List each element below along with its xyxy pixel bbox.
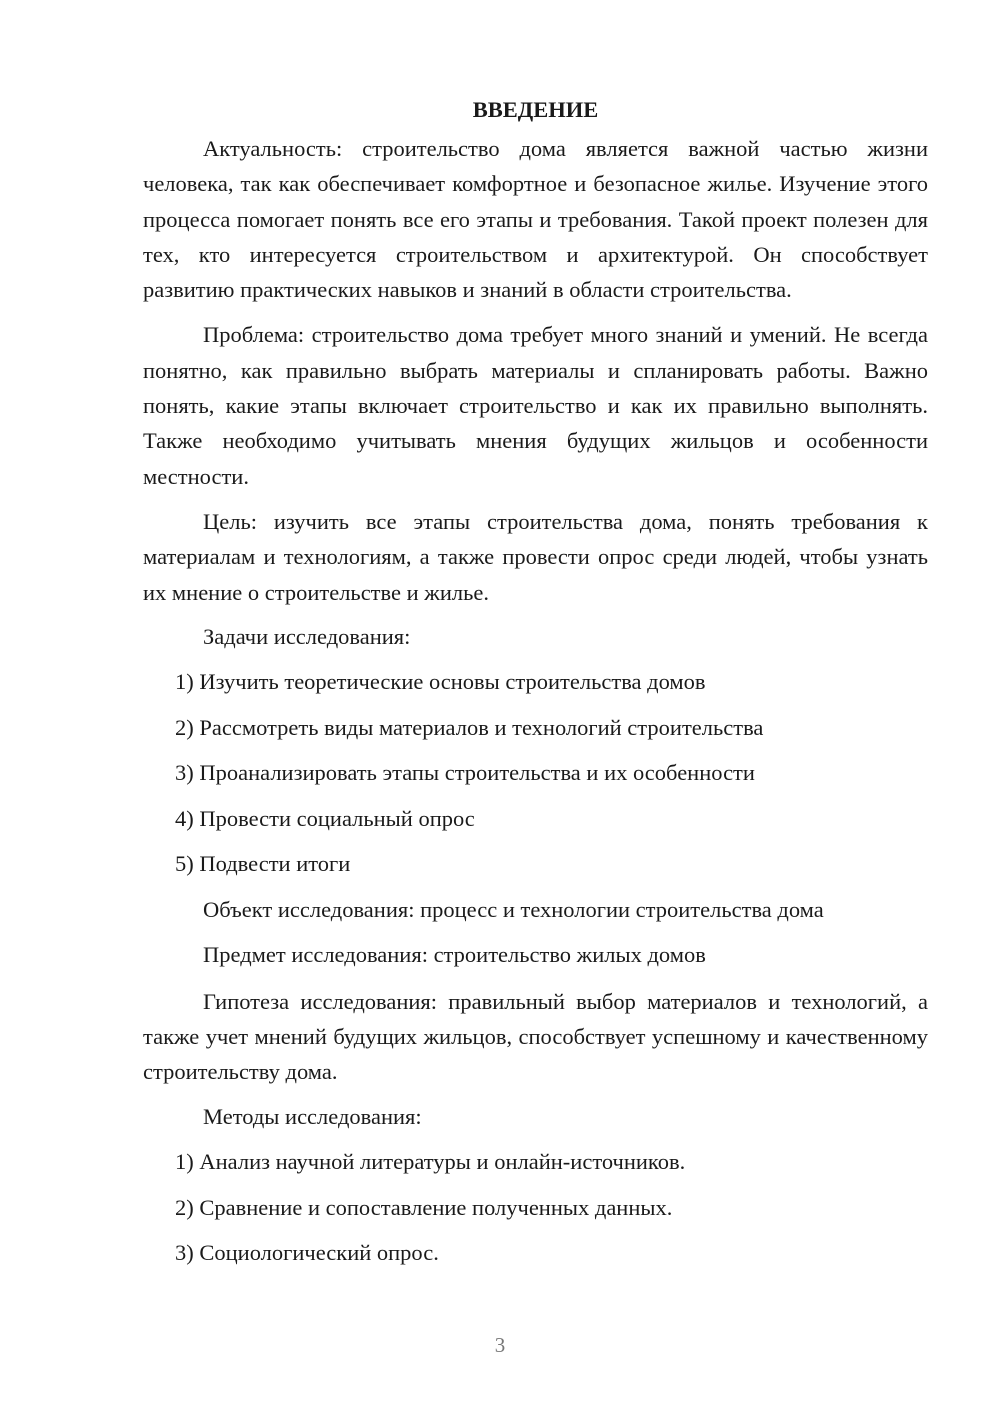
methods-heading: Методы исследования: (203, 1103, 422, 1129)
list-item-task-5: 5) Подвести итоги (175, 851, 351, 877)
research-subject: Предмет исследования: строительство жилых домов (203, 942, 706, 968)
list-item-task-4: 4) Провести социальный опрос (175, 805, 475, 831)
tasks-heading: Задачи исследования: (203, 623, 411, 649)
list-item-task-1: 1) Изучить теоретические основы строительства домов (175, 669, 706, 695)
paragraph-problem: Проблема: строительство дома требует много знаний и умений. Не всегда понятно, как правильно выбрать материалы и спланировать работы. Важно понять, какие этапы включает строительство и как их правильно выполнять. Также необходимо учитывать мнения будущих жильцов и особенности местности. (143, 322, 928, 489)
list-item-task-3: 3) Проанализировать этапы строительства и их особенности (175, 760, 755, 786)
list-item-method-2: 2) Сравнение и сопоставление полученных данных. (175, 1194, 673, 1220)
paragraph-relevance: Актуальность: строительство дома является важной частью жизни человека, так как обеспечивает комфортное и безопасное жилье. Изучение этого процесса помогает понять все его этапы и требования. Такой проект полезен для тех, кто интересуется строительством и архитектурой. Он способствует развитию практических навыков и знаний в области строительства. (143, 136, 928, 303)
list-item-method-1: 1) Анализ научной литературы и онлайн-источников. (175, 1149, 686, 1175)
list-item-task-2: 2) Рассмотреть виды материалов и технологий строительства (175, 714, 764, 740)
document-title: ВВЕДЕНИЕ (472, 97, 599, 122)
document-body (143, 92, 928, 1282)
page-number: 3 (494, 1333, 506, 1357)
list-item-method-3: 3) Социологический опрос. (175, 1240, 439, 1266)
research-object: Объект исследования: процесс и технологии строительства дома (203, 896, 824, 922)
paragraph-goal: Цель: изучить все этапы строительства дома, понять требования к материалам и технологиям, а также провести опрос среди людей, чтобы узнать их мнение о строительстве и жилье. (143, 508, 928, 605)
paragraph-hypothesis: Гипотеза исследования: правильный выбор материалов и технологий, а также учет мнений будущих жильцов, способствует успешному и качественному строительству дома. (143, 988, 928, 1085)
